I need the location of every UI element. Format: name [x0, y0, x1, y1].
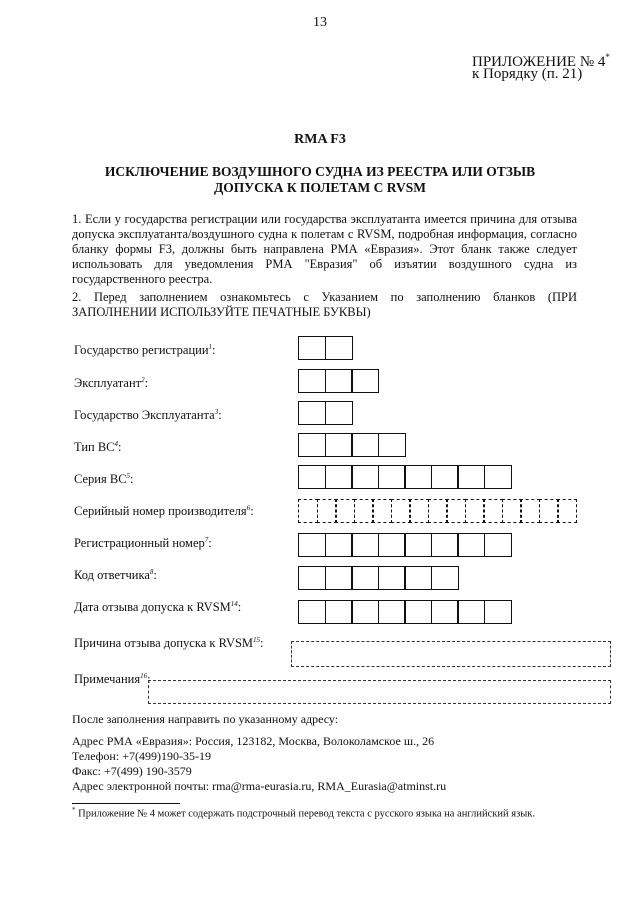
- page-number: 13: [313, 15, 327, 30]
- input-cell[interactable]: [351, 533, 379, 557]
- footnote-marker: *: [72, 806, 76, 814]
- withdrawal-reason-input[interactable]: [291, 641, 611, 667]
- field-label-withdrawal-reason: [74, 636, 264, 651]
- input-cell[interactable]: [457, 600, 485, 624]
- footnote-ref: 16: [140, 672, 148, 680]
- field-label-withdrawal-date: [74, 600, 241, 615]
- field-colon: :: [260, 636, 264, 651]
- input-cell[interactable]: [484, 465, 512, 489]
- input-cell[interactable]: [351, 465, 379, 489]
- footnote-ref: 4: [114, 440, 119, 448]
- input-cell[interactable]: [298, 566, 326, 590]
- document-title: [70, 164, 570, 196]
- field-label-text: Регистрационный номер: [74, 536, 205, 551]
- footnote-ref: 7: [204, 536, 209, 544]
- input-cell[interactable]: [391, 499, 411, 523]
- field-label-registration-number: [74, 536, 212, 551]
- input-cell[interactable]: [298, 401, 326, 425]
- appendix-subtitle: к Порядку (п. 21): [472, 66, 583, 82]
- input-cell[interactable]: [446, 499, 466, 523]
- input-cell[interactable]: [325, 533, 353, 557]
- field-label-aircraft-type: [74, 440, 122, 455]
- input-cell[interactable]: [298, 499, 318, 523]
- field-colon: :: [130, 472, 134, 487]
- input-cell[interactable]: [298, 533, 326, 557]
- input-cell[interactable]: [483, 499, 503, 523]
- field-label-aircraft-series: [74, 472, 134, 487]
- footnote-ref: 14: [230, 600, 238, 608]
- input-cell[interactable]: [372, 499, 392, 523]
- input-cell[interactable]: [325, 433, 353, 457]
- state-of-registry-cells[interactable]: [298, 336, 351, 360]
- footnote-ref: 3: [214, 408, 219, 416]
- input-cell[interactable]: [378, 566, 406, 590]
- field-colon: :: [147, 672, 151, 687]
- field-label-state-of-registry: [74, 343, 216, 358]
- field-label-remarks: [74, 672, 151, 687]
- input-cell[interactable]: [317, 499, 337, 523]
- input-cell[interactable]: [484, 600, 512, 624]
- footnote: [72, 806, 535, 820]
- address-intro: После заполнения направить по указанному адресу:: [72, 712, 339, 726]
- input-cell[interactable]: [351, 433, 379, 457]
- field-colon: :: [144, 376, 149, 391]
- field-label-text: Государство регистрации: [74, 343, 209, 358]
- footnote-text: Приложение № 4 может содержать подстрочный перевод текста с русского языка на английский язык.: [78, 808, 535, 820]
- operator-cells[interactable]: [298, 369, 378, 393]
- input-cell[interactable]: [428, 499, 448, 523]
- title-line-2: ДОПУСКА К ПОЛЕТАМ С RVSM: [213, 180, 426, 195]
- footnote-ref: 2: [141, 376, 145, 384]
- appendix-marker: *: [605, 52, 610, 62]
- address-line: Адрес РМА «Евразия»: Россия, 123182, Москва, Волоколамское ш., 26: [72, 734, 435, 748]
- input-cell[interactable]: [378, 533, 406, 557]
- field-label-text: Причина отзыва допуска к RVSM: [74, 636, 254, 651]
- paragraph-2: 2. Перед заполнением ознакомьтесь с Указанием по заполнению бланков (ПРИ ЗАПОЛНЕНИИ ИСПОЛЬЗУЙТЕ ПЕЧАТНЫЕ БУКВЫ): [72, 290, 577, 319]
- input-cell[interactable]: [354, 499, 374, 523]
- field-colon: :: [118, 440, 122, 455]
- input-cell[interactable]: [404, 566, 432, 590]
- title-line-1: ИСКЛЮЧЕНИЕ ВОЗДУШНОГО СУДНА ИЗ РЕЕСТРА ИЛИ ОТЗЫВ: [104, 164, 536, 179]
- field-label-text: Тип ВС: [74, 440, 115, 455]
- input-cell[interactable]: [539, 499, 559, 523]
- input-cell[interactable]: [431, 600, 459, 624]
- paragraph-1: 1. Если у государства регистрации или государства эксплуатанта имеется причина для отзыва допуска эксплуатанта/воздушного судна к полетам с RVSM, подробная информация, согласно бланку формы F3, должны быть направлена РМА «Евразия». Этот бланк также следует использовать для уведомления РМА "Евразия" об изъятии воздушного судна из государственного реестра.: [72, 212, 577, 286]
- input-cell[interactable]: [465, 499, 485, 523]
- remarks-input[interactable]: [148, 680, 611, 704]
- input-cell[interactable]: [404, 465, 432, 489]
- field-label-text: Эксплуатант: [74, 376, 142, 391]
- input-cell[interactable]: [484, 533, 512, 557]
- field-label-text: Дата отзыва допуска к RVSM: [74, 600, 231, 615]
- input-cell[interactable]: [457, 533, 485, 557]
- field-colon: :: [250, 504, 254, 519]
- input-cell[interactable]: [298, 369, 326, 393]
- input-cell[interactable]: [351, 600, 379, 624]
- field-label-text: Государство Эксплуатанта: [74, 408, 215, 423]
- input-cell[interactable]: [520, 499, 540, 523]
- input-cell[interactable]: [351, 566, 379, 590]
- input-cell[interactable]: [298, 600, 326, 624]
- input-cell[interactable]: [557, 499, 577, 523]
- field-label-transponder-code: [74, 568, 157, 583]
- input-cell[interactable]: [298, 433, 326, 457]
- footnote-ref: 15: [253, 636, 261, 644]
- input-cell[interactable]: [431, 566, 459, 590]
- state-of-operator-cells[interactable]: [298, 401, 351, 425]
- input-cell[interactable]: [325, 465, 353, 489]
- footnote-ref: 8: [149, 568, 154, 576]
- input-cell[interactable]: [404, 600, 432, 624]
- input-cell[interactable]: [431, 533, 459, 557]
- footnote-ref: 6: [246, 504, 251, 512]
- aircraft-type-cells[interactable]: [298, 433, 404, 457]
- input-cell[interactable]: [325, 600, 353, 624]
- transponder-code-cells[interactable]: [298, 566, 457, 590]
- footnote-ref: 1: [208, 343, 213, 351]
- footnote-divider: [72, 803, 180, 804]
- field-label-state-of-operator: [74, 408, 222, 423]
- input-cell[interactable]: [298, 336, 326, 360]
- field-colon: :: [237, 600, 242, 615]
- phone-line: Телефон: +7(499)190-35-19: [72, 749, 211, 763]
- field-colon: :: [153, 568, 157, 583]
- input-cell[interactable]: [378, 600, 406, 624]
- field-colon: :: [208, 536, 212, 551]
- serial-number-cells[interactable]: [298, 499, 576, 523]
- field-label-serial-number: [74, 504, 254, 519]
- input-cell[interactable]: [409, 499, 429, 523]
- input-cell[interactable]: [431, 465, 459, 489]
- registration-number-cells[interactable]: [298, 533, 510, 557]
- appendix-title-text: ПРИЛОЖЕНИЕ № 4: [472, 54, 606, 70]
- footnote-ref: 5: [126, 472, 131, 480]
- form-code: RMA F3: [294, 132, 346, 147]
- input-cell[interactable]: [404, 533, 432, 557]
- withdrawal-date-cells[interactable]: [298, 600, 510, 624]
- input-cell[interactable]: [378, 433, 406, 457]
- field-label-text: Код ответчика: [74, 568, 150, 583]
- input-cell[interactable]: [351, 369, 379, 393]
- field-label-text: Серийный номер производителя: [74, 504, 247, 519]
- input-cell[interactable]: [335, 499, 355, 523]
- field-label-operator: [74, 376, 148, 391]
- input-cell[interactable]: [325, 369, 353, 393]
- input-cell[interactable]: [325, 401, 353, 425]
- field-label-text: Серия ВС: [74, 472, 127, 487]
- input-cell[interactable]: [325, 566, 353, 590]
- email-line: Адрес электронной почты: rma@rma-eurasia.ru, RMA_Eurasia@atminst.ru: [72, 779, 447, 793]
- field-label-text: Примечания: [74, 672, 141, 687]
- field-colon: :: [212, 343, 216, 358]
- input-cell[interactable]: [298, 465, 326, 489]
- input-cell[interactable]: [378, 465, 406, 489]
- input-cell[interactable]: [457, 465, 485, 489]
- input-cell[interactable]: [325, 336, 353, 360]
- input-cell[interactable]: [502, 499, 522, 523]
- aircraft-series-cells[interactable]: [298, 465, 510, 489]
- field-colon: :: [218, 408, 222, 423]
- fax-line: Факс: +7(499) 190-3579: [72, 764, 192, 778]
